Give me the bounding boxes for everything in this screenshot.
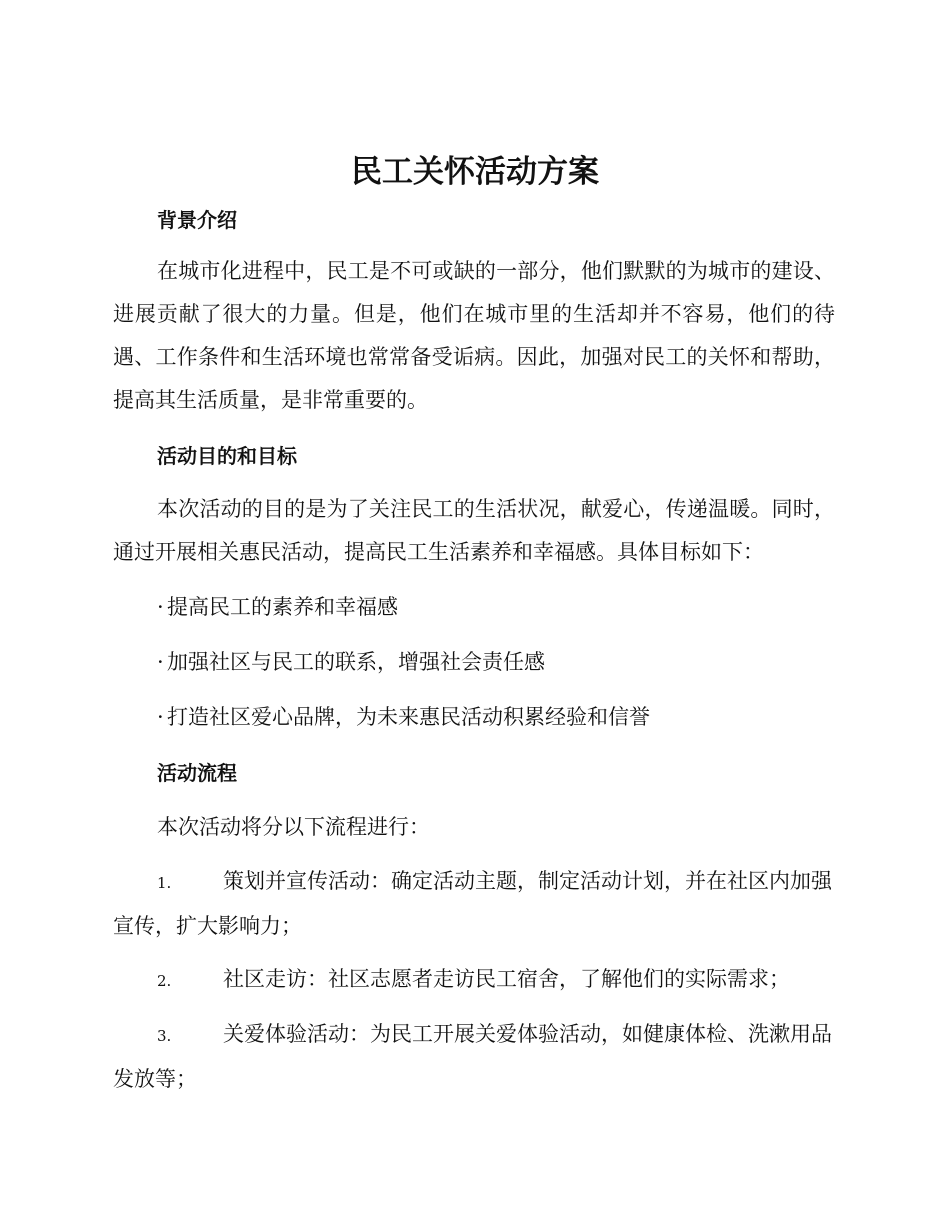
process-step bbox=[113, 860, 835, 948]
bullet-dot: · bbox=[157, 705, 164, 729]
bullet-text: 打造社区爱心品牌，为未来惠民活动积累经验和信誉 bbox=[167, 705, 650, 729]
section-heading-process: 活动流程 bbox=[157, 761, 237, 785]
step-text: 关爱体验活动：为民工开展关爱体验活动，如健康体检、洗漱用品发放等； bbox=[113, 1022, 832, 1091]
step-text: 策划并宣传活动：确定活动主题，制定活动计划，并在社区内加强宣传，扩大影响力； bbox=[113, 869, 832, 938]
section-heading-background: 背景介绍 bbox=[157, 208, 237, 232]
bullet-text: 加强社区与民工的联系，增强社会责任感 bbox=[167, 650, 545, 674]
bullet-dot: · bbox=[157, 595, 164, 619]
step-number: 1. bbox=[157, 874, 172, 892]
step-text: 社区走访：社区志愿者走访民工宿舍，了解他们的实际需求； bbox=[223, 967, 790, 991]
process-step bbox=[113, 958, 835, 1003]
bullet-text: 提高民工的素养和幸福感 bbox=[167, 595, 398, 619]
goals-paragraph: 本次活动的目的是为了关注民工的生活状况，献爱心，传递温暖。同时，通过开展相关惠民活动，提高民工生活素养和幸福感。具体目标如下： bbox=[113, 497, 835, 564]
process-intro: 本次活动将分以下流程进行： bbox=[157, 815, 430, 839]
step-number: 3. bbox=[157, 1027, 172, 1045]
section-heading-goals: 活动目的和目标 bbox=[157, 444, 297, 468]
goal-bullet-item bbox=[157, 702, 837, 732]
goal-bullet-item bbox=[157, 647, 837, 677]
step-number: 2. bbox=[157, 972, 172, 990]
process-step bbox=[113, 1013, 835, 1101]
bullet-dot: · bbox=[157, 650, 164, 674]
background-paragraph: 在城市化进程中，民工是不可或缺的一部分，他们默默的为城市的建设、进展贡献了很大的力量。但是，他们在城市里的生活却并不容易，他们的待遇、工作条件和生活环境也常常备受诟病。因此，加强对民工的关怀和帮助，提高其生活质量，是非常重要的。 bbox=[113, 259, 835, 412]
goal-bullet-item bbox=[157, 592, 837, 622]
document-title: 民工关怀活动方案 bbox=[351, 154, 599, 190]
